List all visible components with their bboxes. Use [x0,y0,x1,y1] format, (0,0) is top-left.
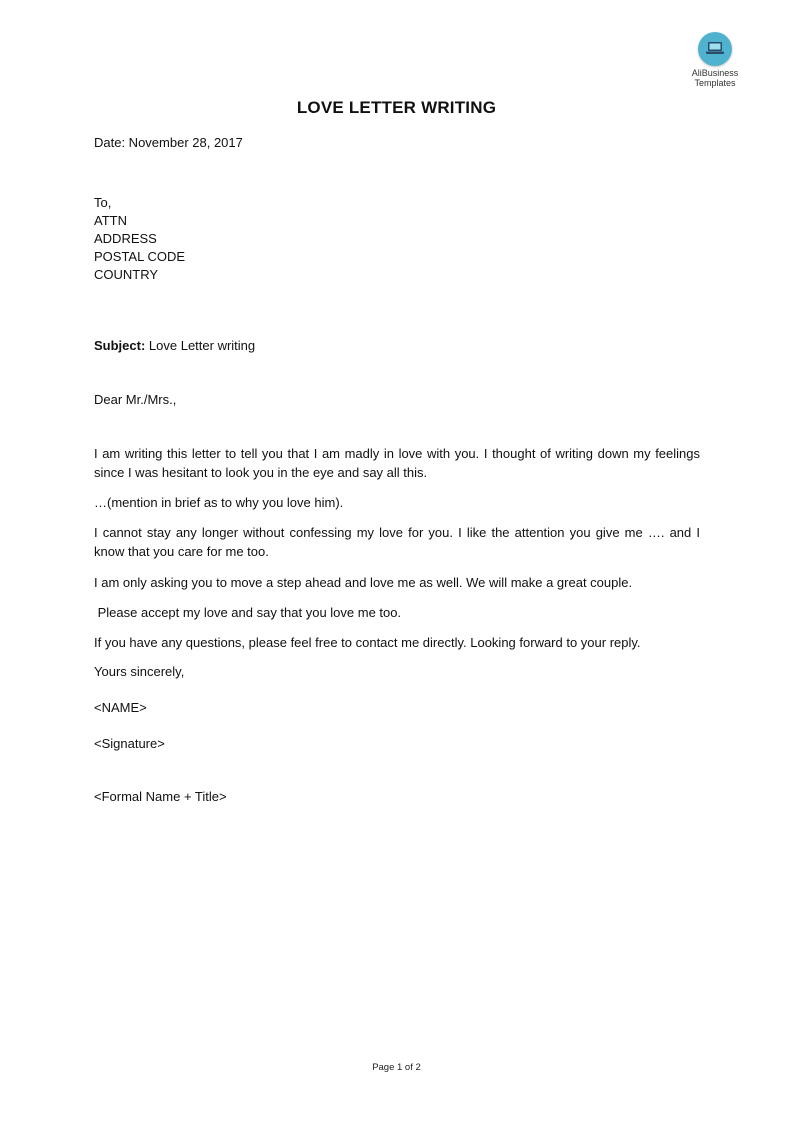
salutation: Dear Mr./Mrs., [94,392,177,407]
document-title: LOVE LETTER WRITING [296,98,497,117]
address-address: ADDRESS [94,231,157,246]
logo-text [682,68,748,88]
address-to: To, [94,195,112,210]
address-postal: POSTAL CODE [94,249,186,264]
body-paragraph-4: I am only asking you to move a step ahead and love me as well. We will make a great couple. [94,575,633,590]
body-paragraph-2: …(mention in brief as to why you love him). [94,495,344,510]
logo [682,32,748,88]
laptop-icon [698,32,732,66]
date-line: Date: November 28, 2017 [94,135,243,150]
address-attn: ATTN [94,213,127,228]
logo-line2: Templates [694,78,736,88]
body-paragraph-3: I cannot stay any longer without confessing my love for you. I like the attention you give me …. and I know that you care for me too. [94,525,700,559]
signature-placeholder: <Signature> [94,736,165,751]
logo-line1: AliBusiness [691,68,739,78]
name-placeholder: <NAME> [94,700,147,715]
subject-value: Love Letter writing [145,338,256,353]
formal-name-placeholder: <Formal Name + Title> [94,789,227,804]
body-paragraph-1: I am writing this letter to tell you that I am madly in love with you. I thought of writing down my feelings since I was hesitant to look you in the eye and say all this. [94,446,700,480]
subject-label: Subject: [94,338,146,353]
address-country: COUNTRY [94,267,159,282]
body-paragraph-5: Please accept my love and say that you love me too. [94,605,402,620]
subject-line [94,337,255,355]
page-footer: Page 1 of 2 [372,1062,421,1073]
closing: Yours sincerely, [94,664,185,679]
body-paragraph-6: If you have any questions, please feel free to contact me directly. Looking forward to your reply. [94,635,641,650]
